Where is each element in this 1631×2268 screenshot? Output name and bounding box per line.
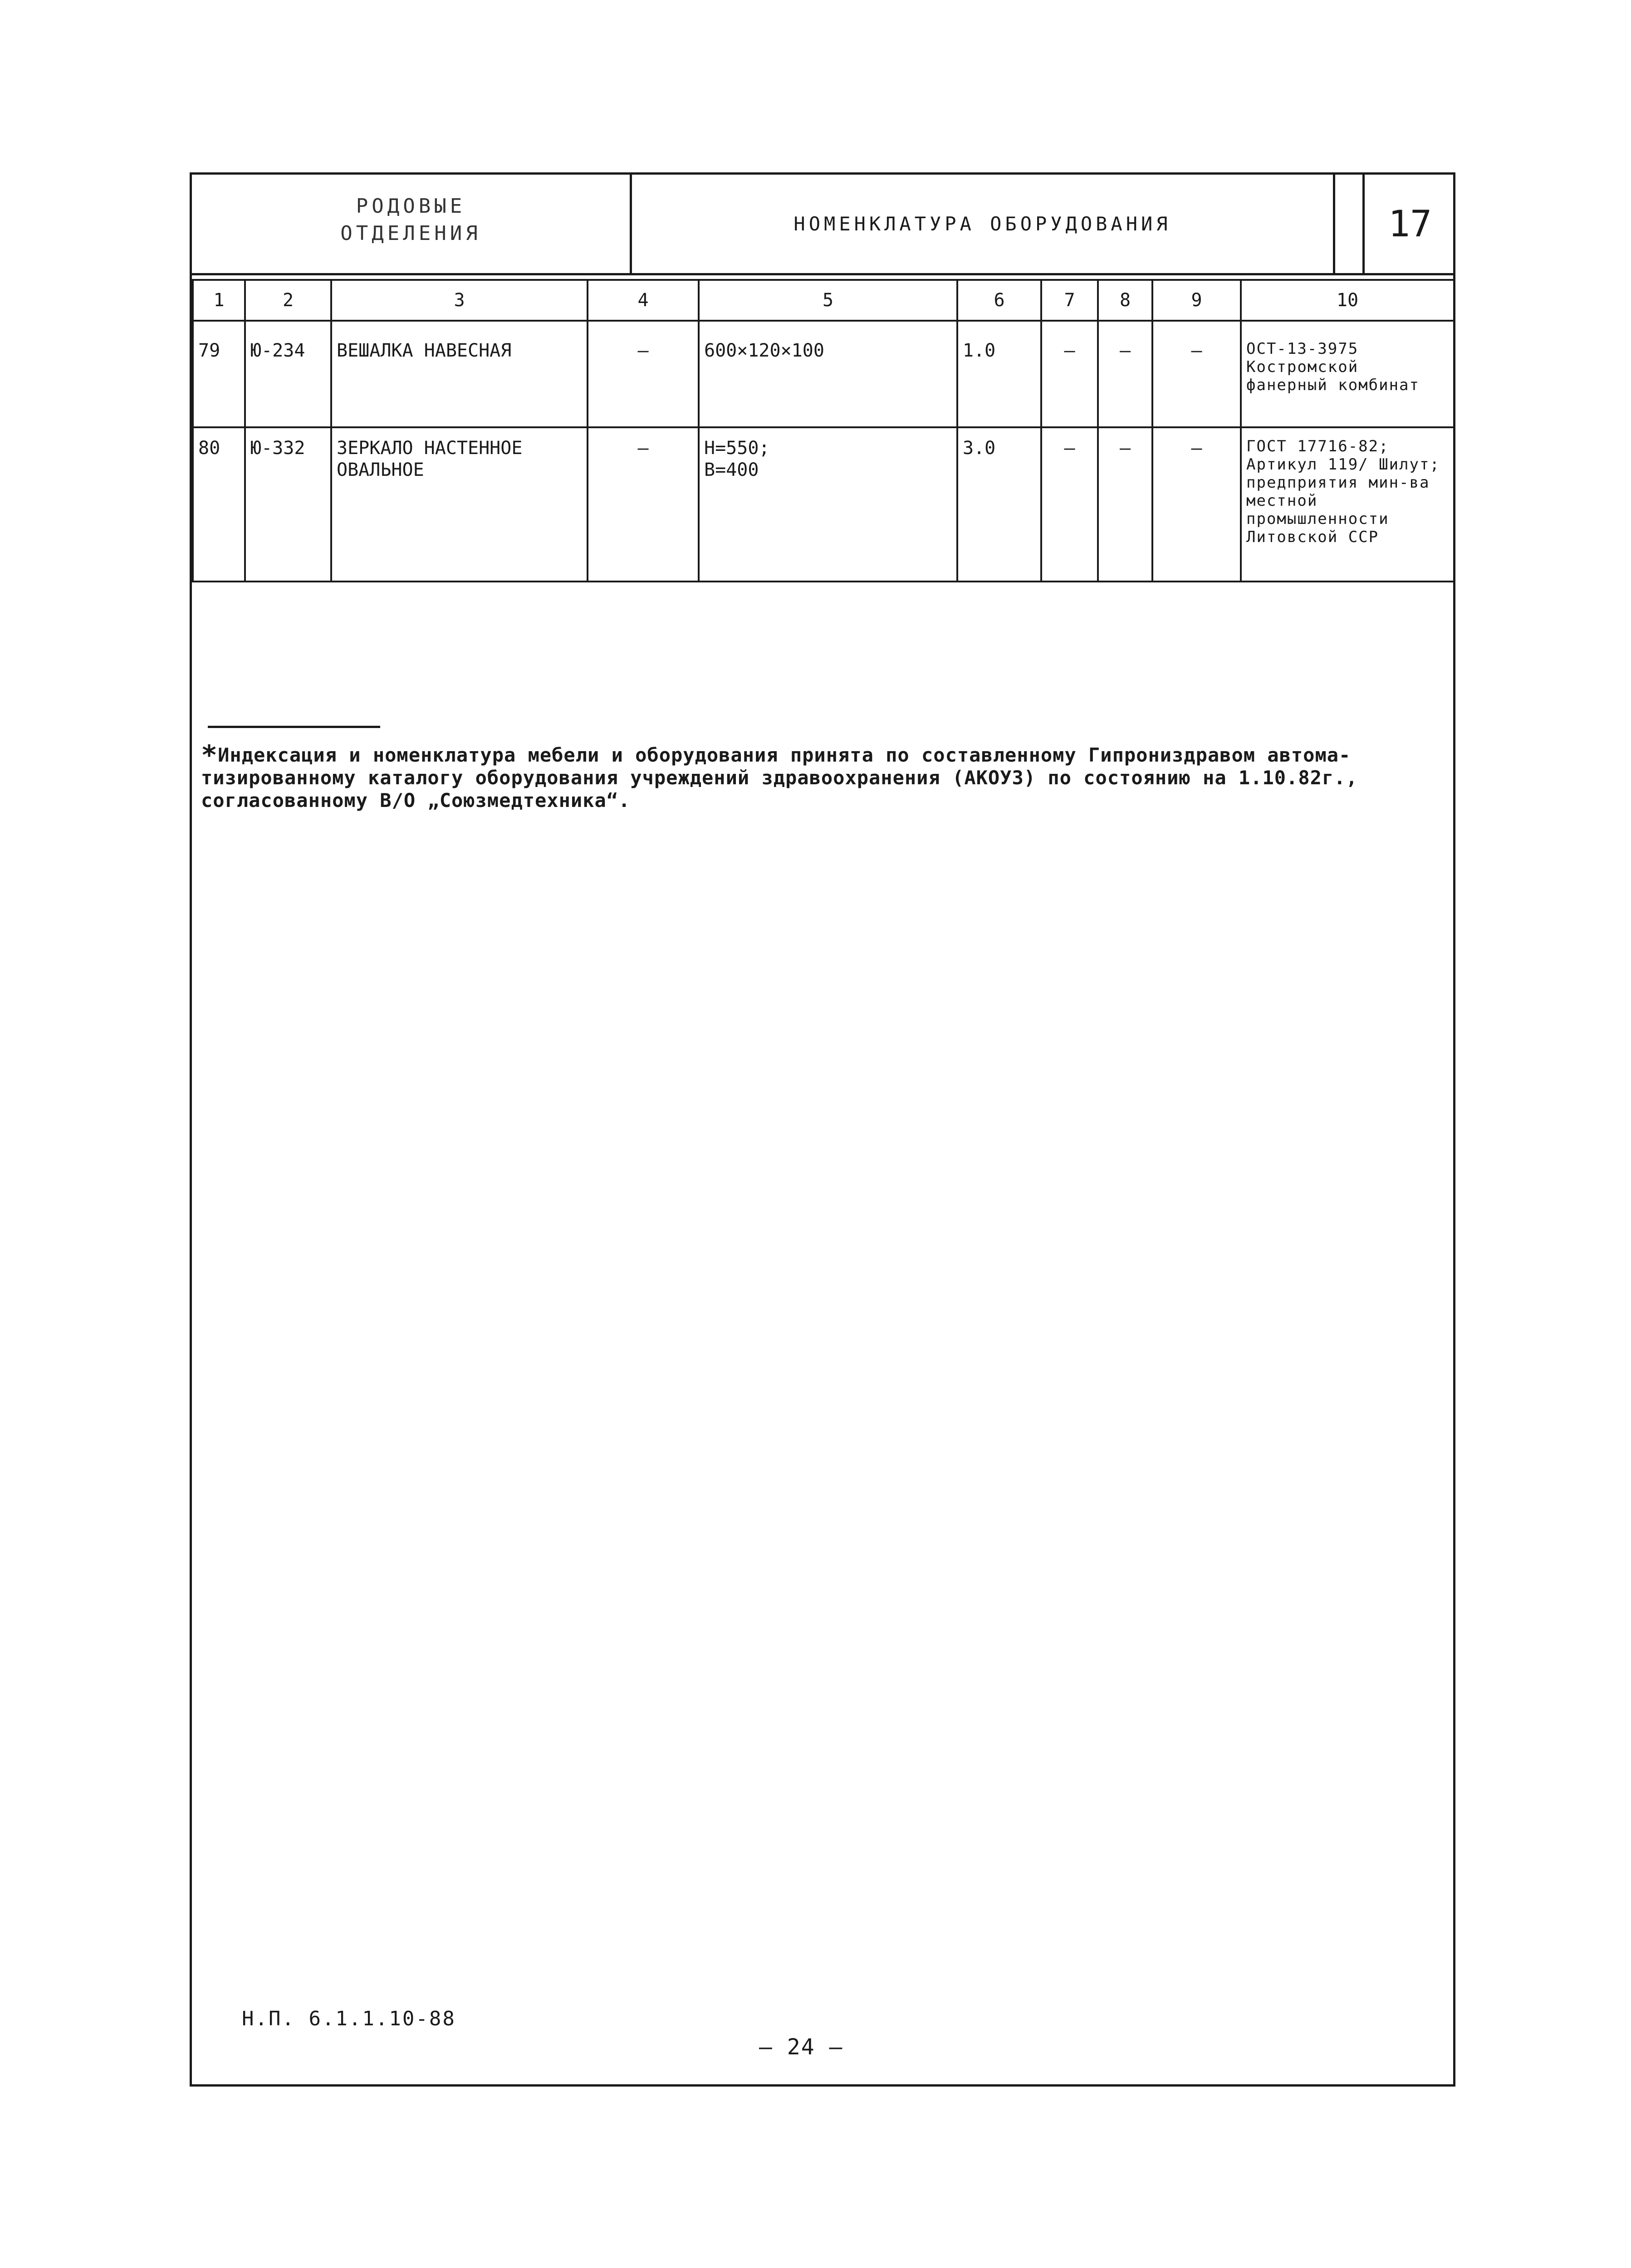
- item-note: ОСТ-13-3975 Костромской фанерный комбинат: [1241, 321, 1454, 427]
- item-note: ГОСТ 17716-82; Артикул 119/ Шилут; предприятия мин-ва местной промышленности Литовской ССР: [1241, 427, 1454, 582]
- column-number: 7: [1041, 280, 1098, 321]
- item-index: Ю-234: [245, 321, 331, 427]
- sheet-number: 17: [1362, 175, 1455, 273]
- item-size: [699, 427, 957, 582]
- column-number: 10: [1241, 280, 1454, 321]
- row-number: 79: [193, 321, 245, 427]
- footnote-text1: Индексация и номенклатура мебели и оборудования принята по составленному Гипрониздравом автома-: [218, 744, 1351, 766]
- row-number: 80: [193, 427, 245, 582]
- column-number: 6: [957, 280, 1041, 321]
- item-qty: 3.0: [957, 427, 1041, 582]
- document-frame: [190, 172, 1455, 2087]
- col8-cell: —: [1098, 321, 1152, 427]
- sheet-header: [192, 175, 1453, 275]
- size-width: В=400: [704, 459, 759, 480]
- table-row: [193, 427, 1454, 582]
- column-number: 4: [588, 280, 699, 321]
- footnote-line2: тизированному каталогу оборудования учреждений здравоохранения (АКОУЗ) по состоянию на 1.10.82г.,: [201, 767, 1358, 789]
- table-row: [193, 321, 1454, 427]
- column-number: 3: [331, 280, 588, 321]
- col4-cell: —: [588, 427, 699, 582]
- size-height: Н=550;: [704, 438, 770, 459]
- item-size: 600×120×100: [699, 321, 957, 427]
- col8-cell: —: [1098, 427, 1152, 582]
- item-name: ВЕШАЛКА НАВЕСНАЯ: [331, 321, 588, 427]
- column-number: 2: [245, 280, 331, 321]
- footnote: [201, 739, 1435, 812]
- column-number: 8: [1098, 280, 1152, 321]
- item-index: Ю-332: [245, 427, 331, 582]
- column-number: 9: [1152, 280, 1241, 321]
- col7-cell: —: [1041, 321, 1098, 427]
- item-name: ЗЕРКАЛО НАСТЕННОЕ ОВАЛЬНОЕ: [331, 427, 588, 582]
- col4-cell: —: [588, 321, 699, 427]
- department-line2: ОТДЕЛЕНИЯ: [340, 222, 481, 245]
- equipment-table: [192, 279, 1455, 582]
- column-number-row: [193, 280, 1454, 321]
- page-number: — 24 —: [759, 2034, 843, 2060]
- column-number: 1: [193, 280, 245, 321]
- footnote-star: *: [201, 739, 218, 771]
- footnote-line1: [201, 739, 1435, 771]
- department-block: [192, 175, 632, 273]
- col9-cell: —: [1152, 427, 1241, 582]
- department-line1: РОДОВЫЕ: [356, 195, 466, 218]
- column-number: 5: [699, 280, 957, 321]
- sheet-title: НОМЕНКЛАТУРА ОБОРУДОВАНИЯ: [632, 175, 1335, 273]
- col9-cell: —: [1152, 321, 1241, 427]
- item-qty: 1.0: [957, 321, 1041, 427]
- footnote-rule: [208, 726, 380, 728]
- footnote-line3: согласованному В/О „Союзмедтехника“.: [201, 789, 631, 811]
- document-code: Н.П. 6.1.1.10-88: [242, 2007, 456, 2030]
- col7-cell: —: [1041, 427, 1098, 582]
